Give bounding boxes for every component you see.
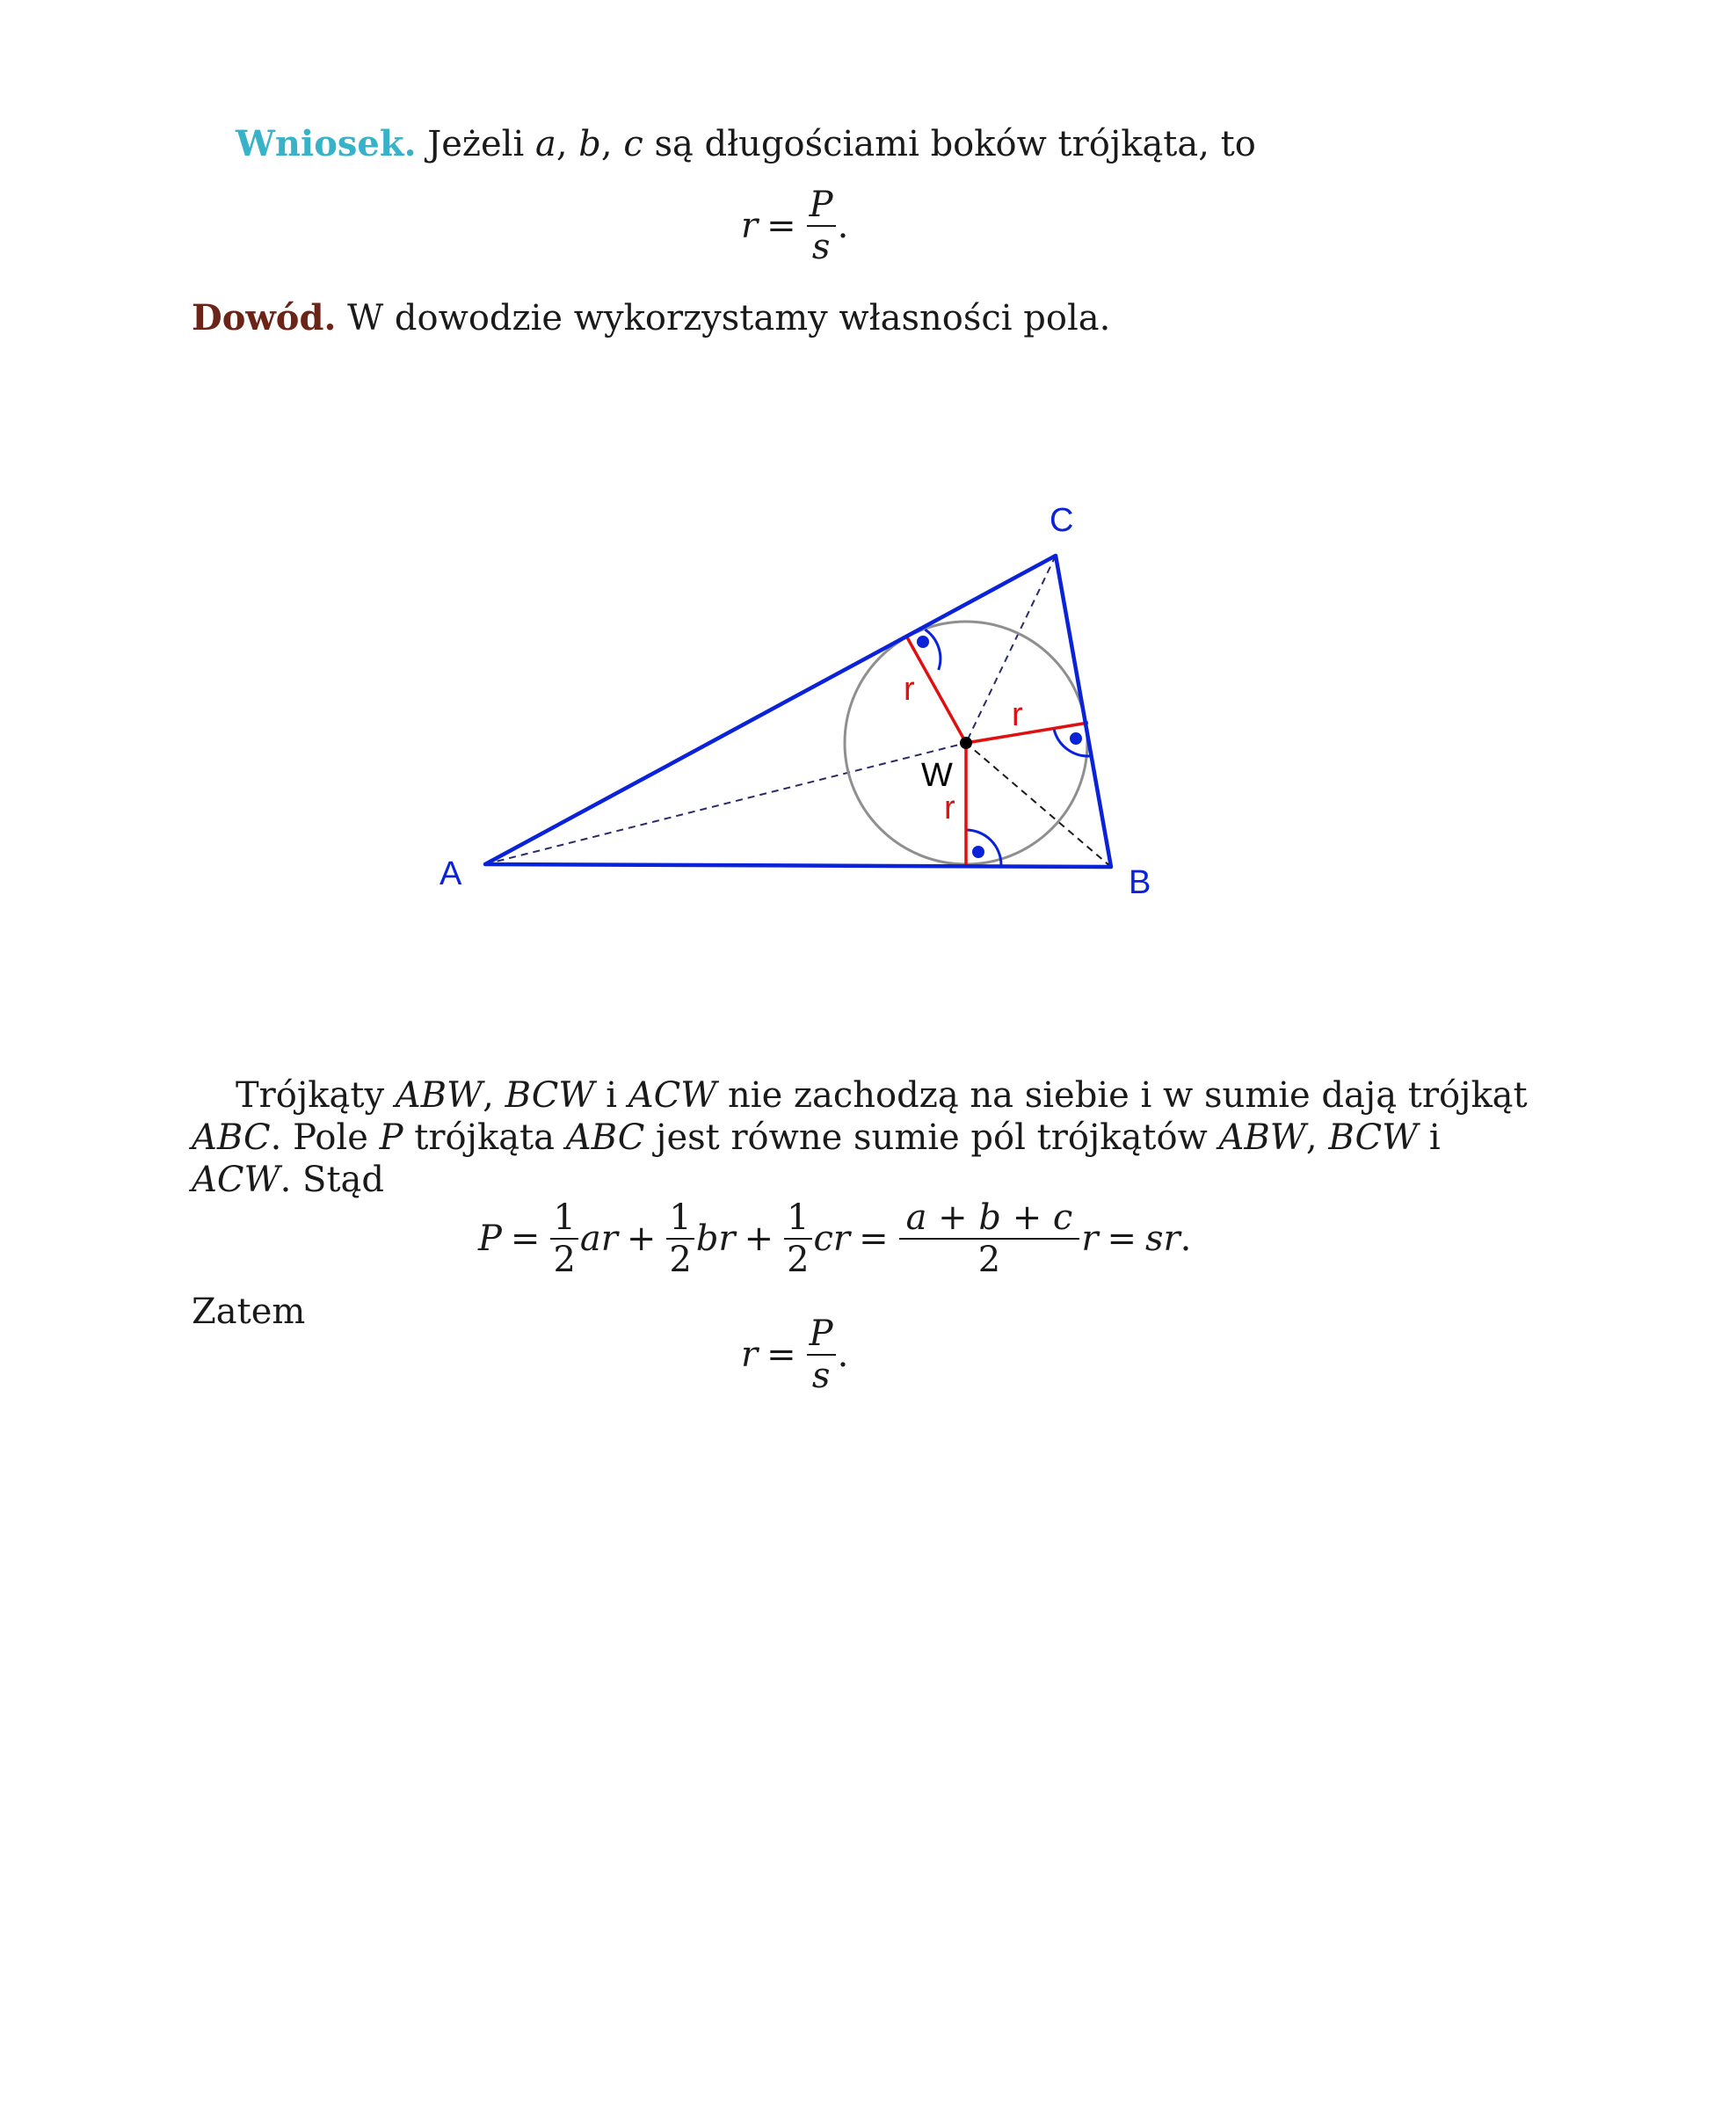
right-angle-marker-ac	[926, 629, 941, 670]
half-denominator: 2	[669, 1240, 692, 1280]
comma: ,	[1305, 1117, 1318, 1158]
conclusion-text: Zatem	[192, 1292, 306, 1332]
conjunction: i	[606, 1075, 617, 1116]
term-r: r	[1081, 1219, 1099, 1259]
formula-1-equals: =	[766, 206, 796, 246]
perimeter-denominator: 2	[977, 1240, 1001, 1280]
formula-2-equals: =	[1107, 1219, 1137, 1259]
perimeter-fraction	[899, 1197, 1080, 1280]
corollary-text-before: Jeżeli	[427, 124, 525, 164]
triangle-bcw: BCW	[505, 1075, 595, 1116]
triangle-abc-ref: ABC	[565, 1117, 645, 1158]
paragraph-text: jest równe sumie pól trójkątów	[656, 1117, 1208, 1158]
half-fraction	[550, 1197, 577, 1280]
corollary-text-after: są długościami boków trójkąta, to	[654, 124, 1256, 164]
conclusion-line	[192, 1291, 305, 1333]
half-numerator: 1	[666, 1201, 694, 1240]
vertex-label-a: A	[439, 855, 462, 892]
paragraph-text: . Stąd	[280, 1160, 384, 1200]
plus-sign: +	[626, 1219, 657, 1259]
var-a: a	[534, 124, 556, 164]
half-fraction	[666, 1197, 694, 1280]
right-angle-dot-bc	[1070, 732, 1082, 745]
paragraph-word: Trójkąty	[236, 1075, 385, 1116]
half-numerator: 1	[550, 1201, 577, 1240]
triangle-abw: ABW	[395, 1075, 483, 1116]
center-point-w	[960, 737, 972, 749]
formula-2-equals: =	[510, 1219, 541, 1259]
formula-3-denominator: s	[811, 1356, 831, 1396]
paragraph-text: nie zachodzą na siebie i w sumie dają trójkąt	[728, 1075, 1528, 1116]
incircle-figure	[0, 0, 1736, 1011]
paragraph-line-3	[192, 1159, 1412, 1201]
dashed-a-to-w	[485, 743, 966, 864]
var-c: c	[623, 124, 643, 164]
corollary-label: Wniosek.	[236, 123, 417, 164]
half-fraction	[784, 1197, 811, 1280]
formula-1-denominator: s	[811, 227, 831, 267]
formula-area-sum	[478, 1197, 1192, 1280]
corollary-line: Wniosek. Jeżeli a, b, c są długościami boków trójkąta, to	[236, 123, 1256, 164]
triangle-bcw: BCW	[1328, 1117, 1419, 1158]
paragraph-line-2	[192, 1117, 1441, 1159]
comma: ,	[483, 1075, 494, 1116]
dashed-b-to-w	[966, 743, 1111, 867]
radius-label-ab: r	[944, 790, 955, 826]
formula-3-fraction	[807, 1313, 836, 1396]
radius-to-bc	[966, 723, 1088, 743]
proof-text: W dowodzie wykorzystamy własności pola.	[347, 298, 1111, 338]
vertex-label-c: C	[1050, 502, 1074, 539]
radius-to-ac	[907, 637, 966, 743]
proof-label: Dowód.	[192, 297, 337, 338]
right-angle-dot-ab	[972, 846, 984, 858]
triangle-abw: ABW	[1218, 1117, 1306, 1158]
formula-2-lhs: P	[478, 1219, 502, 1259]
proof-paragraph	[192, 1074, 1528, 1201]
half-denominator: 2	[787, 1240, 810, 1280]
formula-3-equals: =	[766, 1335, 796, 1375]
triangle-acw: ACW	[192, 1160, 280, 1200]
triangle-acw: ACW	[628, 1075, 717, 1116]
term-sr: sr	[1144, 1219, 1180, 1259]
formula-1-numerator: P	[807, 188, 836, 227]
formula-2-period: .	[1180, 1219, 1192, 1259]
paragraph-text: . Pole	[270, 1117, 368, 1158]
formula-2-equals: =	[859, 1219, 889, 1259]
half-denominator: 2	[553, 1240, 576, 1280]
paragraph-line-1	[192, 1074, 1528, 1117]
formula-3-period: .	[837, 1335, 849, 1375]
center-label-w: W	[921, 757, 953, 794]
triangle-abc-ref: ABC	[192, 1117, 271, 1158]
right-angle-dot-ac	[917, 636, 929, 648]
radius-label-bc: r	[1012, 696, 1023, 733]
paragraph-text: trójkąta	[414, 1117, 555, 1158]
vertex-label-b: B	[1129, 864, 1151, 901]
perimeter-numerator: a + b + c	[899, 1201, 1080, 1240]
formula-3-lhs: r	[741, 1335, 759, 1375]
var-p: P	[379, 1117, 403, 1158]
var-b: b	[578, 124, 601, 164]
formula-1-period: .	[837, 206, 849, 246]
plus-sign: +	[744, 1219, 774, 1259]
formula-1-lhs: r	[741, 206, 759, 246]
radius-label-ac: r	[904, 671, 915, 708]
term-cr: cr	[813, 1219, 851, 1259]
formula-3-numerator: P	[807, 1317, 836, 1356]
term-br: br	[695, 1219, 736, 1259]
conjunction: i	[1428, 1117, 1441, 1158]
half-numerator: 1	[784, 1201, 811, 1240]
term-ar: ar	[579, 1219, 618, 1259]
formula-r-equals-p-over-s-final	[741, 1313, 849, 1396]
